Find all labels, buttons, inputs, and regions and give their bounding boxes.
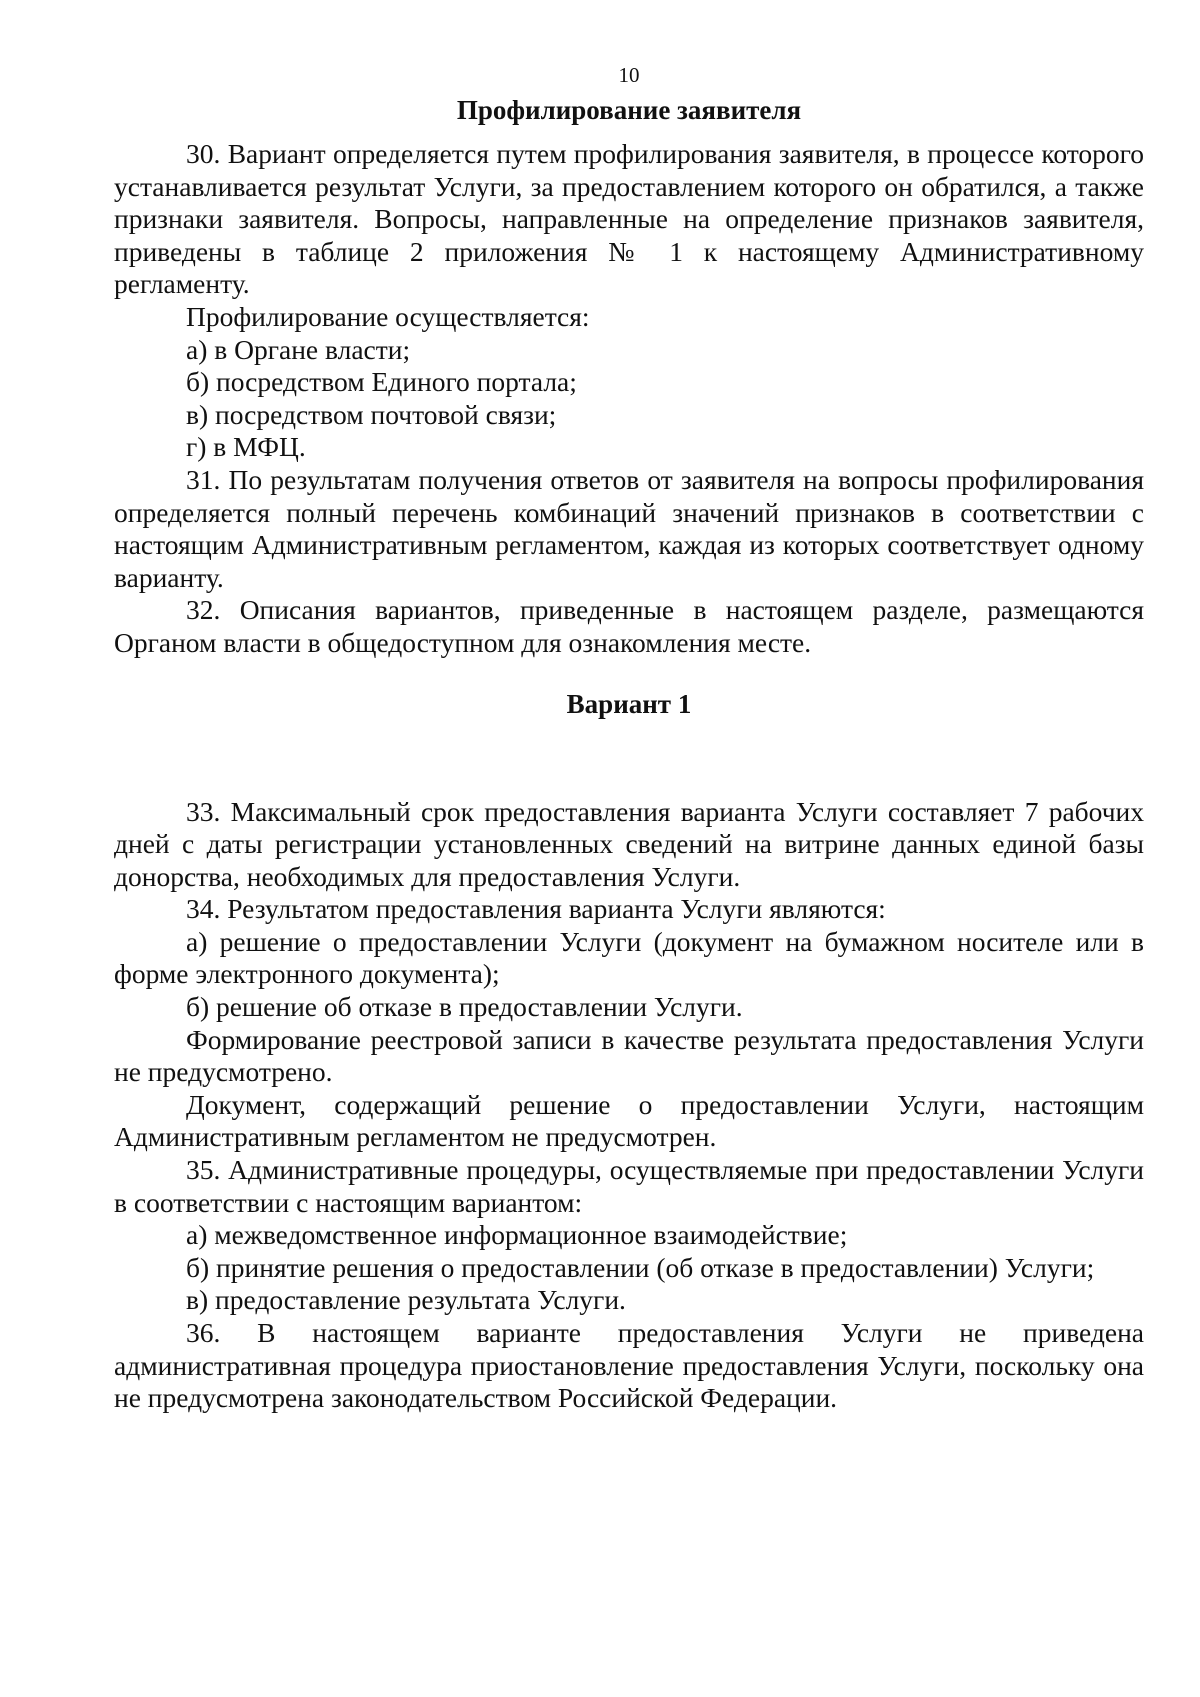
list-item-b: б) решение об отказе в предоставлении Услуги.: [186, 991, 743, 1023]
page-number: 10: [618, 63, 640, 87]
list-item-g: г) в МФЦ.: [186, 431, 306, 463]
document-page: [114, 62, 1144, 1415]
paragraph-36: 36. В настоящем варианте предоставления Услуги не приведена административная процедура приостановление предоставления Услуги, поскольку она не предусмотрена законодательством Российской Федерации.: [114, 1317, 1144, 1414]
paragraph-32: 32. Описания вариантов, приведенные в настоящем разделе, размещаются Органом власти в общедоступном для ознакомления месте.: [114, 594, 1144, 658]
list-item-a: а) межведомственное информационное взаимодействие;: [186, 1219, 848, 1251]
paragraph-31: 31. По результатам получения ответов от заявителя на вопросы профилирования определяется полный перечень комбинаций значений признаков в соответствии с настоящим Административным регламентом, каждая из которых соответствует одному варианту.: [114, 463, 1144, 593]
paragraph-33: 33. Максимальный срок предоставления варианта Услуги составляет 7 рабочих дней с даты регистрации установленных сведений на витрине данных единой базы донорства, необходимых для предоставления Услуги.: [114, 795, 1144, 892]
list-item-a: а) в Органе власти;: [186, 333, 411, 365]
paragraph-35: 35. Административные процедуры, осуществляемые при предоставлении Услуги в соответствии с настоящим вариантом:: [114, 1154, 1144, 1218]
section-title-variant-1: Вариант 1: [566, 688, 692, 719]
list-item-b: б) принятие решения о предоставлении (об отказе в предоставлении) Услуги;: [186, 1251, 1095, 1283]
list-item-b: б) посредством Единого портала;: [186, 366, 577, 398]
section-title-profiling: Профилирование заявителя: [456, 95, 802, 125]
list-item-v: в) посредством почтовой связи;: [186, 398, 557, 430]
paragraph-34: 34. Результатом предоставления варианта Услуги являются:: [186, 893, 886, 925]
paragraph-profiling-intro: Профилирование осуществляется:: [186, 300, 590, 332]
list-item-a: а) решение о предоставлении Услуги (документ на бумажном носителе или в форме электронного документа);: [114, 925, 1144, 990]
list-item-v: в) предоставление результата Услуги.: [186, 1284, 626, 1316]
paragraph-registry-record: Формирование реестровой записи в качестве результата предоставления Услуги не предусмотрено.: [114, 1023, 1144, 1088]
paragraph-30: 30. Вариант определяется путем профилирования заявителя, в процессе которого устанавливается результат Услуги, за предоставлением которого он обратился, а также признаки заявителя. Вопросы, направленные на определение признаков заявителя, приведены в таблице 2 приложения № 1 к настоящему Административному регламенту.: [114, 138, 1144, 300]
paragraph-decision-document: Документ, содержащий решение о предоставлении Услуги, настоящим Административным регламентом не предусмотрен.: [114, 1088, 1144, 1153]
